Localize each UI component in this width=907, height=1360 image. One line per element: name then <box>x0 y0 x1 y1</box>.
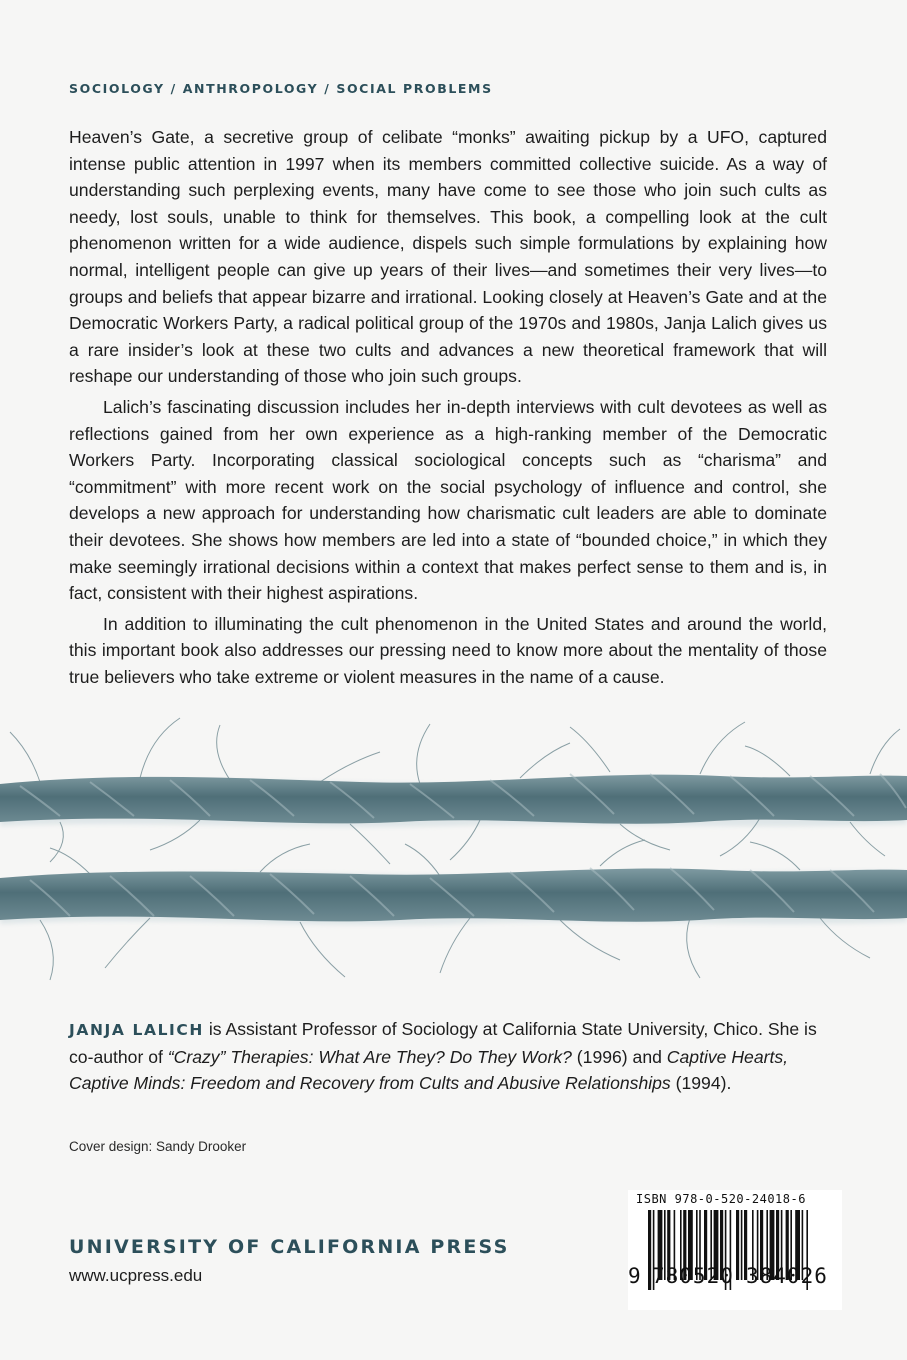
bio-book-title-1: “Crazy” Therapies: What Are They? Do They Work? <box>167 1046 572 1067</box>
rope-strand-lower <box>0 868 907 921</box>
isbn-barcode <box>628 1190 842 1310</box>
barcode-group-1: 780520 <box>652 1264 734 1288</box>
bio-book-title-2: Captive Hearts, Captive Minds: Freedom and Recovery from Cults and Abusive Relationships <box>69 1046 789 1094</box>
description-paragraph-2: Lalich’s fascinating discussion includes her in-depth interviews with cult devotees as well as reflections gained from her own experience as a high-ranking member of the Democratic Workers Party. Incorporating classical sociological concepts such as “charisma” and “commitment” with more recent work on the social psychology of influence and control, she develops a new approach for understanding how charismatic cult leaders are able to dominate their devotees. She shows how members are led into a state of “bounded choice,” in which they make seemingly irrational decisions within a context that makes perfect sense to them and is, in fact, consistent with their highest aspirations. <box>69 396 827 604</box>
publisher-url[interactable]: www.ucpress.edu <box>69 1266 203 1285</box>
barcode-bar <box>736 1210 739 1280</box>
barcode-lead-digit: 9 <box>628 1264 641 1288</box>
bio-text-1: is Assistant Professor of Sociology at California State University, Chico. She is co-author of <box>69 1019 817 1067</box>
twine-rope-image <box>0 712 907 1002</box>
category-line: SOCIOLOGY / ANTHROPOLOGY / SOCIAL PROBLEMS <box>69 81 493 96</box>
publisher-name: UNIVERSITY OF CALIFORNIA PRESS <box>69 1236 510 1258</box>
barcode-group-2: 384026 <box>746 1264 828 1288</box>
author-name: JANJA LALICH <box>69 1021 204 1039</box>
description-paragraph-1: Heaven’s Gate, a secretive group of celibate “monks” awaiting pickup by a UFO, captured intense public attention in 1997 when its members committed collective suicide. As a way of understanding such perplexing events, many have come to see those who join such cults as needy, lost souls, unable to think for themselves. This book, a compelling look at the cult phenomenon written for a wide audience, dispels such simple formulations by explaining how normal, intelligent people can give up years of their lives—and sometimes their very lives—to groups and beliefs that appear bizarre and irrational. Looking closely at Heaven’s Gate and at the Democratic Workers Party, a radical political group of the 1970s and 1980s, Janja Lalich gives us a rare insider’s look at these two cults and advances a new theoretical framework that will reshape our understanding of those who join such groups. <box>69 127 827 387</box>
bio-text-2: (1996) and <box>571 1046 667 1067</box>
description-paragraph-3: In addition to illuminating the cult phenomenon in the United States and around the world, this important book also addresses our pressing need to know more about the mentality of those true believers who take extreme or violent measures in the name of a cause. <box>69 613 827 687</box>
book-description <box>69 124 827 690</box>
author-bio <box>69 1016 839 1097</box>
bio-text-3: (1994). <box>670 1073 732 1094</box>
cover-design-credit: Cover design: Sandy Drooker <box>69 1139 247 1154</box>
barcode-bar <box>648 1210 651 1290</box>
barcode-bar <box>741 1210 743 1280</box>
isbn-label: ISBN 978-0-520-24018-6 <box>636 1192 806 1206</box>
